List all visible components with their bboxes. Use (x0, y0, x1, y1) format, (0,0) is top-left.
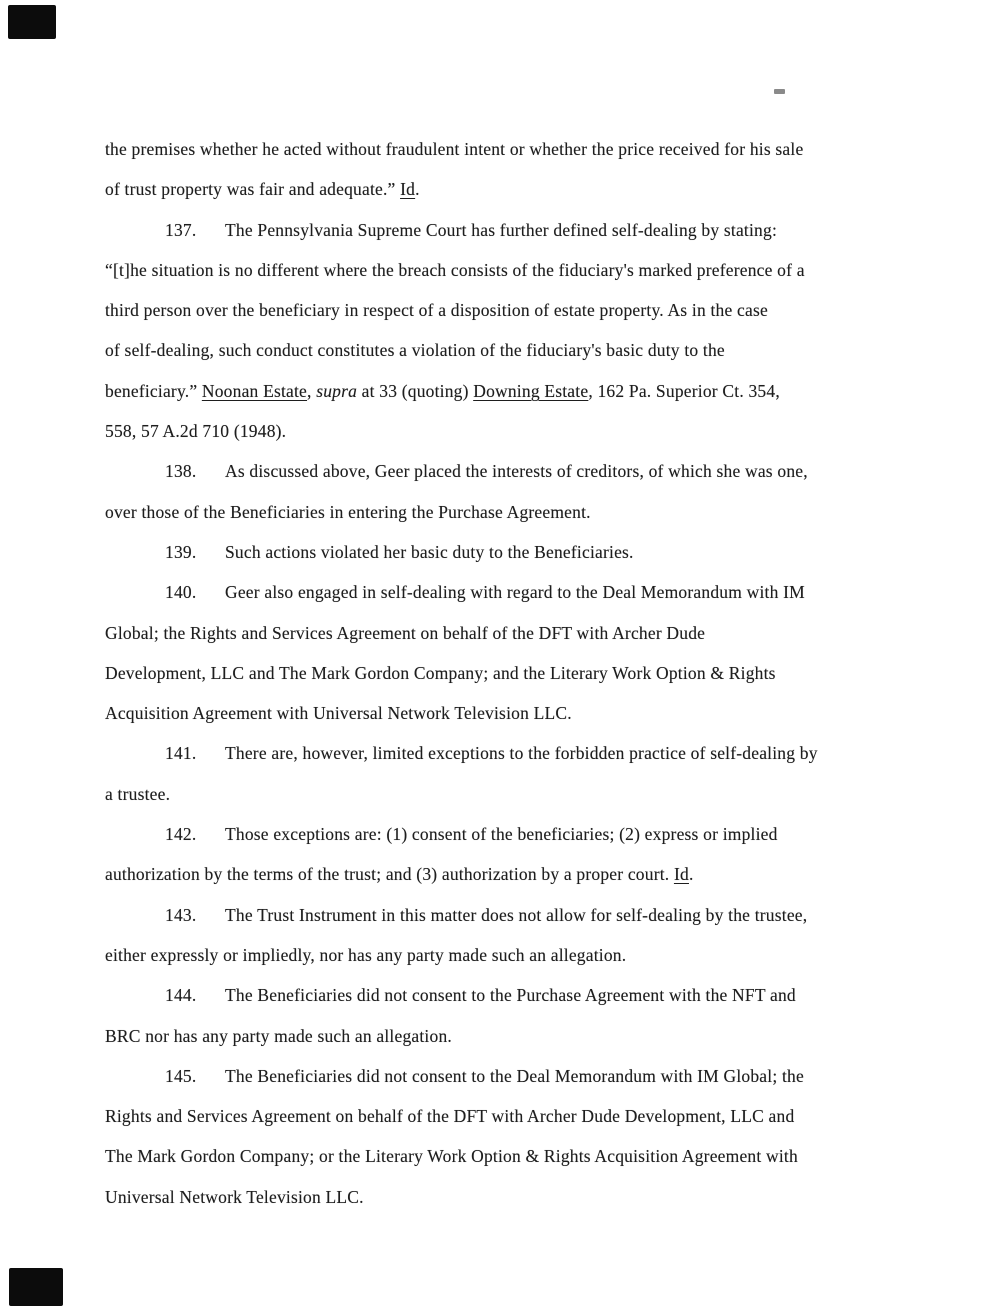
text-line (105, 653, 905, 693)
text-line (105, 129, 905, 169)
paragraph-continuation (105, 129, 905, 210)
text-line (105, 613, 905, 653)
paragraph-141 (105, 733, 905, 814)
text-line (105, 169, 905, 209)
document-body (105, 129, 905, 1217)
text-run: Geer also engaged in self-dealing with regard to the Deal Memorandum with IM (225, 582, 805, 603)
text-run: of self-dealing, such conduct constitutes a violation of the fiduciary's basic duty to the (105, 340, 725, 361)
text-line (105, 451, 905, 491)
text-line (105, 774, 905, 814)
text-run: Rights and Services Agreement on behalf of the DFT with Archer Dude Development, LLC and (105, 1106, 795, 1127)
text-run: . (415, 179, 420, 200)
text-line (105, 572, 905, 612)
text-line (105, 532, 905, 572)
text-run: 558, 57 A.2d 710 (1948). (105, 421, 287, 442)
text-run: The Pennsylvania Supreme Court has further defined self-dealing by stating: (225, 219, 778, 240)
paragraph-number: 139. (165, 541, 197, 562)
text-run: third person over the beneficiary in respect of a disposition of estate property. As in the case (105, 300, 768, 321)
citation-underlined: Downing Estate (473, 380, 589, 401)
paragraph-137 (105, 210, 905, 452)
text-line (105, 1016, 905, 1056)
text-run: . (688, 864, 694, 885)
text-run: Acquisition Agreement with Universal Network Television LLC. (105, 703, 572, 724)
scan-artifact-bottom-left (9, 1268, 63, 1306)
citation-italic: supra (316, 380, 358, 401)
paragraph-142 (105, 814, 905, 895)
text-run: over those of the Beneficiaries in entering the Purchase Agreement. (105, 501, 591, 522)
paragraph-number: 145. (165, 1065, 197, 1086)
text-run: Universal Network Television LLC. (105, 1186, 364, 1207)
text-run: beneficiary.” (105, 380, 202, 401)
citation-underlined: Id (400, 179, 416, 200)
text-run: BRC nor has any party made such an allegation. (105, 1025, 452, 1046)
text-line (105, 492, 905, 532)
text-line (105, 1056, 905, 1096)
paragraph-145 (105, 1056, 905, 1217)
text-line (105, 975, 905, 1015)
text-line (105, 814, 905, 854)
text-line (105, 854, 905, 894)
text-run: a trustee. (105, 783, 171, 804)
paragraph-140 (105, 572, 905, 733)
text-line (105, 371, 905, 411)
text-run: The Trust Instrument in this matter does not allow for self-dealing by the trustee, (225, 904, 808, 925)
text-line (105, 411, 905, 451)
text-line (105, 210, 905, 250)
text-run: Development, LLC and The Mark Gordon Company; and the Literary Work Option & Rights (105, 662, 776, 683)
text-run: of trust property was fair and adequate.” (105, 179, 401, 200)
text-run: The Beneficiaries did not consent to the Purchase Agreement with the NFT and (225, 985, 796, 1006)
text-run: Global; the Rights and Services Agreement on behalf of the DFT with Archer Dude (105, 622, 706, 643)
paragraph-number: 144. (165, 985, 197, 1006)
text-run: “[t]he situation is no different where the breach consists of the fiduciary's marked preference of a (105, 259, 805, 280)
text-line (105, 895, 905, 935)
text-run: The Beneficiaries did not consent to the Deal Memorandum with IM Global; the (225, 1065, 804, 1086)
text-line (105, 1136, 905, 1176)
text-run: authorization by the terms of the trust; and (3) authorization by a proper court. (105, 864, 674, 885)
text-run: at 33 (quoting) (357, 380, 474, 401)
text-run: Such actions violated her basic duty to the Beneficiaries. (225, 541, 634, 562)
text-line (105, 733, 905, 773)
text-line (105, 250, 905, 290)
paragraph-number: 137. (165, 219, 197, 240)
text-run: There are, however, limited exceptions to the forbidden practice of self-dealing by (225, 743, 818, 764)
paragraph-number: 143. (165, 904, 197, 925)
paragraph-143 (105, 895, 905, 976)
paragraph-144 (105, 975, 905, 1056)
paragraph-number: 142. (165, 824, 197, 845)
citation-underlined: Id (673, 864, 689, 885)
paragraph-number: 141. (165, 743, 197, 764)
paragraph-139 (105, 532, 905, 572)
text-line (105, 330, 905, 370)
text-line (105, 935, 905, 975)
paragraph-138 (105, 451, 905, 532)
text-run: Those exceptions are: (1) consent of the beneficiaries; (2) express or implied (225, 824, 778, 845)
text-run: As discussed above, Geer placed the interests of creditors, of which she was one, (225, 461, 808, 482)
text-line (105, 290, 905, 330)
scan-artifact-top-left (8, 5, 56, 39)
text-run: , 162 Pa. Superior Ct. 354, (588, 380, 780, 401)
text-line (105, 693, 905, 733)
text-run: , (307, 380, 317, 401)
text-run: The Mark Gordon Company; or the Literary Work Option & Rights Acquisition Agreement with (105, 1146, 798, 1167)
text-run: either expressly or impliedly, nor has any party made such an allegation. (105, 944, 627, 965)
paragraph-number: 138. (165, 461, 197, 482)
pencil-smudge (774, 89, 785, 94)
citation-underlined: Noonan Estate (201, 380, 308, 401)
text-line (105, 1177, 905, 1217)
paragraph-number: 140. (165, 582, 197, 603)
text-line (105, 1096, 905, 1136)
text-run: the premises whether he acted without fraudulent intent or whether the price received for his sale (105, 139, 804, 159)
